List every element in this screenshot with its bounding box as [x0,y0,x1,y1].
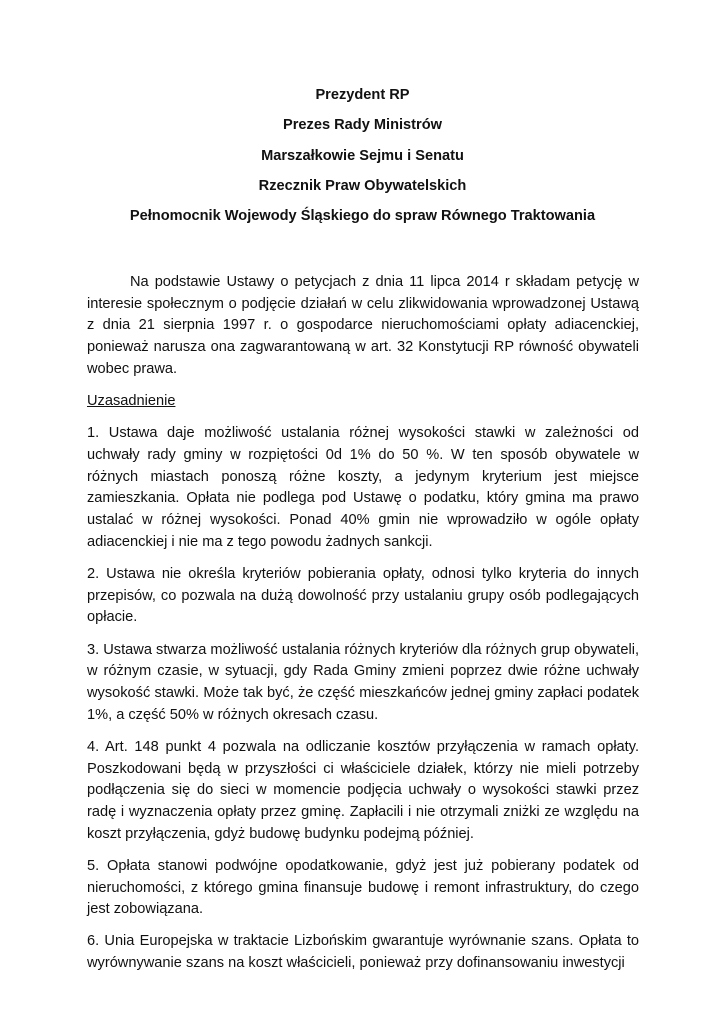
point-4: 4. Art. 148 punkt 4 pozwala na odliczanie kosztów przyłączenia w ramach opłaty. Poszkodowani będą w przyszłości ci właściciele działek, którzy nie mieli potrzeby podłączenia się do sieci w momencie podjęcia uchwały o wysokości stawki przez radę i wyznaczenia opłaty przez gminę. Zapłacili i nie otrzymali zniżki ze względu na koszt przyłączenia, gdyż budowę budynku podejmą później. [87,738,639,842]
recipient-voivode-plenipotentiary: Pełnomocnik Wojewody Śląskiego do spraw Równego Traktowania [129,208,596,225]
justification-heading: Uzasadnienie [87,392,176,409]
recipients-block [0,86,725,237]
recipient-president: Prezydent RP [315,87,410,103]
petition-body [87,272,639,985]
point-2: 2. Ustawa nie określa kryteriów pobierania opłaty, odnosi tylko kryteria do innych przepisów, co pozwala na dużą dowolność przy ustalaniu grupy osób podlegających opłacie. [87,565,639,626]
point-6: 6. Unia Europejska w traktacie Lizbońskim gwarantuje wyrównanie szans. Opłata to wyrównywanie szans na koszt właścicieli, ponieważ przy dofinansowaniu inwestycji [87,933,639,972]
intro-paragraph: Na podstawie Ustawy o petycjach z dnia 11 lipca 2014 r składam petycję w interesie społecznym o podjęcie działań w celu zlikwidowania wprowadzonej Ustawą z dnia 21 sierpnia 1997 r. o gospodarce nieruchomościami opłaty adiacenckiej, ponieważ narusza ona zagwarantowaną w art. 32 Konstytucji RP równość obywateli wobec prawa. [87,274,639,377]
point-5: 5. Opłata stanowi podwójne opodatkowanie, gdyż jest już pobierany podatek od nieruchomości, z którego gmina finansuje budowę i remont infrastruktury, do czego jest zobowiązana. [87,857,639,918]
point-3: 3. Ustawa stwarza możliwość ustalania różnych kryteriów dla różnych grup obywateli, w różnym czasie, w sytuacji, gdy Rada Gminy zmieni poprzez dwie różne uchwały wysokość stawki. Może tak być, że część mieszkańców jednej gminy zapłaci podatek 1%, a część 50% w różnych okresach czasu. [87,641,639,723]
recipient-ombudsman: Rzecznik Praw Obywatelskich [258,177,467,194]
recipient-marshals: Marszałkowie Sejmu i Senatu [261,147,464,164]
recipient-prime-minister: Prezes Rady Ministrów [283,117,442,134]
point-1: 1. Ustawa daje możliwość ustalania różnej wysokości stawki w zależności od uchwały rady gminy w rozpiętości 0d 1% do 50 %. W ten sposób obywatele w różnych miastach ponoszą różne koszty, a jedynym kryterium jest miejsce zamieszkania. Opłata nie podlega pod Ustawę o podatku, który gmina ma prawo ustalać w różnej wysokości. Ponad 40% gmin nie wprowadziło w ogóle opłaty adiacenckiej i nie ma z tego powodu żadnych sankcji. [87,425,639,550]
